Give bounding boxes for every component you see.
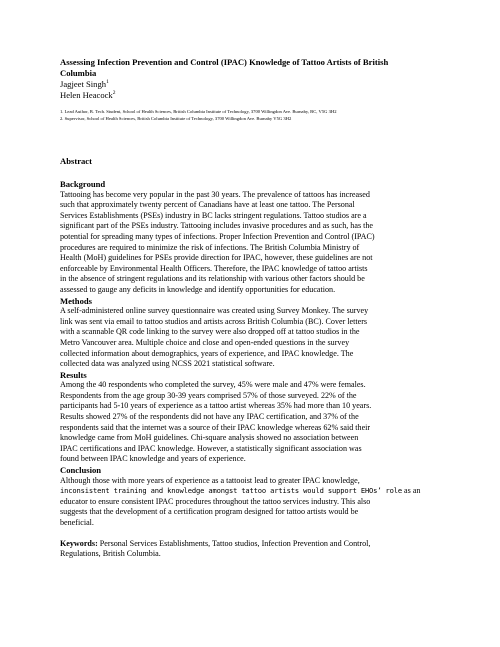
results-line: IPAC certifications and IPAC knowledge. However, a statistically significant association was (60, 443, 362, 453)
results-line: knowledge came from MoH guidelines. Chi-square analysis showed no association between (60, 433, 359, 443)
results-line: Among the 40 respondents who completed the survey, 45% were male and 47% were females. (60, 380, 366, 390)
keywords-text-2: Regulations, British Columbia. (60, 549, 161, 559)
author-2-name: Helen Heacock (60, 90, 113, 100)
affiliation-1 (60, 107, 442, 116)
affiliations (60, 107, 442, 122)
conclusion-heading: Conclusion (60, 465, 102, 476)
conclusion-line: Although those with more years of experience as a tattooist lead to greater IPAC knowledge, (60, 475, 360, 485)
conclusion-line-rest: as an (402, 486, 421, 496)
conclusion-alt-font-text: inconsistent training and knowledge amongst tattoo artists would support EHOs’ role (60, 486, 403, 496)
affiliation-2 (60, 116, 442, 122)
background-line: potential for spreading many types of infections. Proper Infection Prevention and Control (IPAC) (60, 231, 375, 241)
results-line: participants had 5-10 years of experience as a tattoo artist whereas 35% had more than 10 years. (60, 401, 372, 411)
methods-line: Metro Vancouver area. Multiple choice and close and open-ended questions in the survey (60, 337, 350, 347)
background-line: assessed to gauge any deficits in knowledge and identify opportunities for education. (60, 284, 336, 294)
methods-heading: Methods (60, 295, 92, 306)
title-line-1: Assessing Infection Prevention and Control (IPAC) Knowledge of Tattoo Artists of British (60, 57, 389, 67)
affiliation-2-num: 2. (60, 116, 64, 121)
conclusion-line: educator to ensure consistent IPAC procedures throughout the tattoo services industry. This also (60, 496, 371, 506)
author-2-sup: 2 (112, 90, 116, 97)
keywords-line-1 (60, 539, 442, 550)
background-line: procedures are required to minimize the risk of infections. The British Columbia Ministry of (60, 242, 360, 252)
results-line: Results showed 27% of the respondents did not have any IPAC certification, and 37% of the (60, 412, 359, 422)
results-line: Respondents from the age group 30-39 years comprised 57% of those surveyed. 22% of the (60, 390, 357, 400)
abstract-heading: Abstract (60, 156, 92, 166)
results-line: respondents said that the internet was a source of their IPAC knowledge whereas 62% said their (60, 422, 371, 432)
author-1 (60, 79, 442, 90)
conclusion-line: beneficial. (60, 518, 94, 527)
results-line: found between IPAC knowledge and years of experience. (60, 454, 246, 464)
background-line: Services Establishments (PSEs) industry in BC lacks stringent regulations. Tattoo studios are a (60, 210, 367, 220)
background-line: in the absence of stringent regulations and its relationship with various other factors should be (60, 274, 365, 284)
conclusion-paragraph (60, 476, 442, 529)
methods-line: with a scannable QR code linking to the survey were also dropped off at tattoo studios in the (60, 327, 360, 337)
keywords (60, 539, 442, 560)
methods-line: A self-administered online survey questionnaire was created using Survey Monkey. The survey (60, 306, 369, 316)
paper-page (60, 57, 442, 559)
background-line: enforceable by Environmental Health Officers. Therefore, the IPAC knowledge of tattoo artists (60, 263, 368, 273)
methods-paragraph (60, 306, 442, 370)
title-line-2: Columbia (60, 68, 97, 78)
keywords-label: Keywords: (60, 538, 98, 548)
conclusion-line: suggests that the development of a certification program designed for tattoo artists would be (60, 507, 359, 517)
affiliation-1-text: Lead Author, B. Tech. Student, School of Health Sciences, British Columbia Institute of Technology, 3700 Willingdon Ave. Burnaby, BC, V5G 3H2 (64, 109, 337, 114)
background-paragraph (60, 190, 442, 296)
methods-line: collected information about demographics, years of experience, and IPAC knowledge. The (60, 348, 354, 358)
background-heading: Background (60, 179, 106, 189)
background-line: significant part of the PSEs industry. Tattooing includes invasive procedures and as such, has the (60, 221, 374, 231)
author-2 (60, 90, 442, 101)
methods-line: collected data was analyzed using NCSS 2021 statistical software. (60, 359, 275, 369)
background-line: such that approximately twenty percent of Canadians have at least one tattoo. The Personal (60, 200, 355, 210)
background-line: Tattooing has become very popular in the past 30 years. The prevalence of tattoos has increased (60, 189, 370, 199)
keywords-text-1: Personal Services Establishments, Tattoo studios, Infection Prevention and Control, (97, 538, 371, 548)
methods-line: link was sent via email to tattoo studios and artists across British Columbia (BC). Cover letters (60, 316, 368, 326)
abstract-body (60, 179, 442, 560)
affiliation-1-num: 1. (60, 109, 64, 114)
paper-title (60, 57, 442, 79)
affiliation-2-text: Supervisor, School of Health Sciences, British Columbia Institute of Technology, 3700 Willingdon Ave. Burnaby V5G 3H2 (64, 116, 292, 121)
background-line: Health (MoH) guidelines for PSEs provide direction for IPAC, however, these guidelines are not (60, 253, 373, 263)
author-1-sup: 1 (106, 79, 109, 86)
results-paragraph (60, 380, 442, 465)
results-heading: Results (60, 369, 87, 380)
author-1-name: Jagjeet Singh (60, 79, 107, 89)
conclusion-line (60, 486, 442, 497)
